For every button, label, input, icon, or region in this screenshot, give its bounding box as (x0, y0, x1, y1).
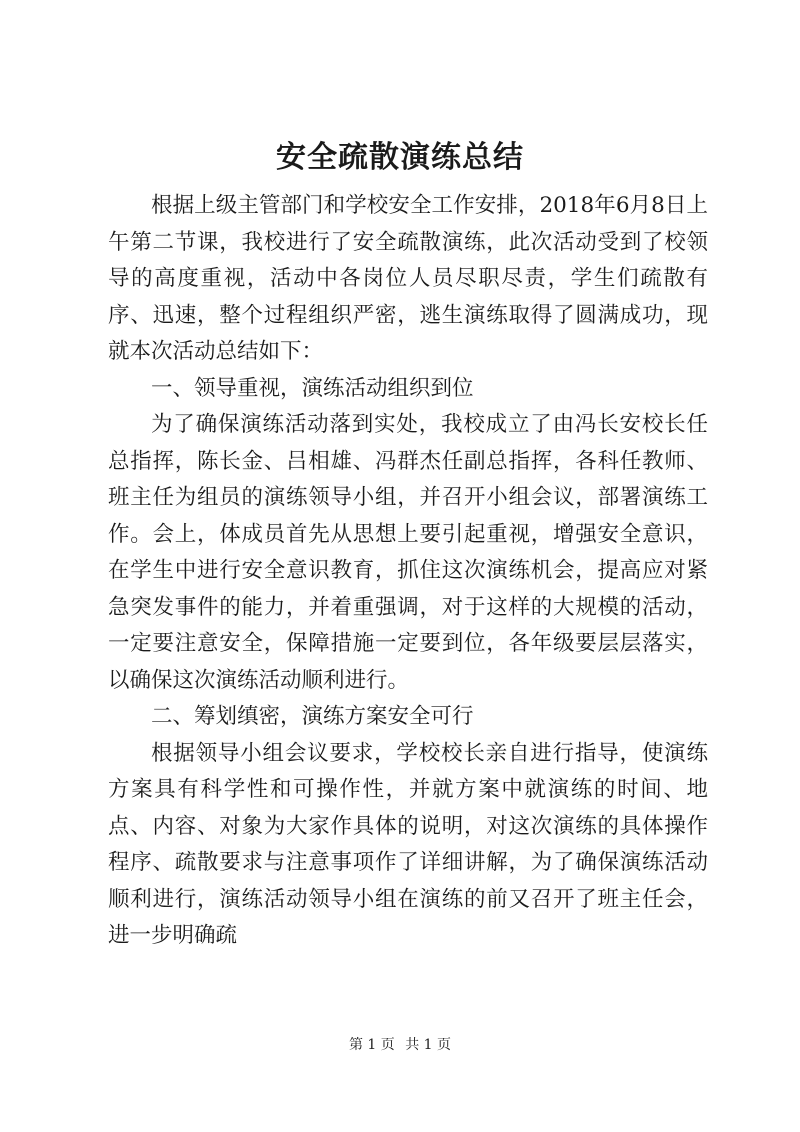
section-heading-2: 二、筹划缜密，演练方案安全可行 (151, 704, 474, 729)
paragraph-intro: 根据上级主管部门和学校安全工作安排，2018年6月8日上午第二节课，我校进行了安全疏散演练，此次活动受到了校领导的高度重视，活动中各岗位人员尽职尽责，学生们疏散有序、迅速，整个过程组织严密，逃生演练取得了圆满成功，现就本次活动总结如下： (108, 193, 708, 364)
document-title: 安全疏散演练总结 (276, 140, 524, 175)
page-footer (0, 1035, 800, 1055)
page-total: 共 1 页 (405, 1037, 452, 1053)
paragraph-section-1: 为了确保演练活动落到实处，我校成立了由冯长安校长任总指挥，陈长金、吕相雄、冯群杰任副总指挥，各科任教师、班主任为组员的演练领导小组，并召开小组会议，部署演练工作。会上，体成员首先从思想上要引起重视，增强安全意识，在学生中进行安全意识教育，抓住这次演练机会，提高应对紧急突发事件的能力，并着重强调，对于这样的大规模的活动，一定要注意安全，保障措施一定要到位，各年级要层层落实，以确保这次演练活动顺利进行。 (108, 412, 708, 693)
section-heading-1: 一、领导重视，演练活动组织到位 (151, 375, 474, 401)
paragraph-section-2: 根据领导小组会议要求，学校校长亲自进行指导，使演练方案具有科学性和可操作性，并就方案中就演练的时间、地点、内容、对象为大家作具体的说明，对这次演练的具体操作程序、疏散要求与注意事项作了详细讲解，为了确保演练活动顺利进行，演练活动领导小组在演练的前又召开了班主任会，进一步明确疏 (108, 740, 708, 948)
page-number: 第 1 页 (348, 1037, 395, 1053)
document-body (108, 188, 708, 955)
